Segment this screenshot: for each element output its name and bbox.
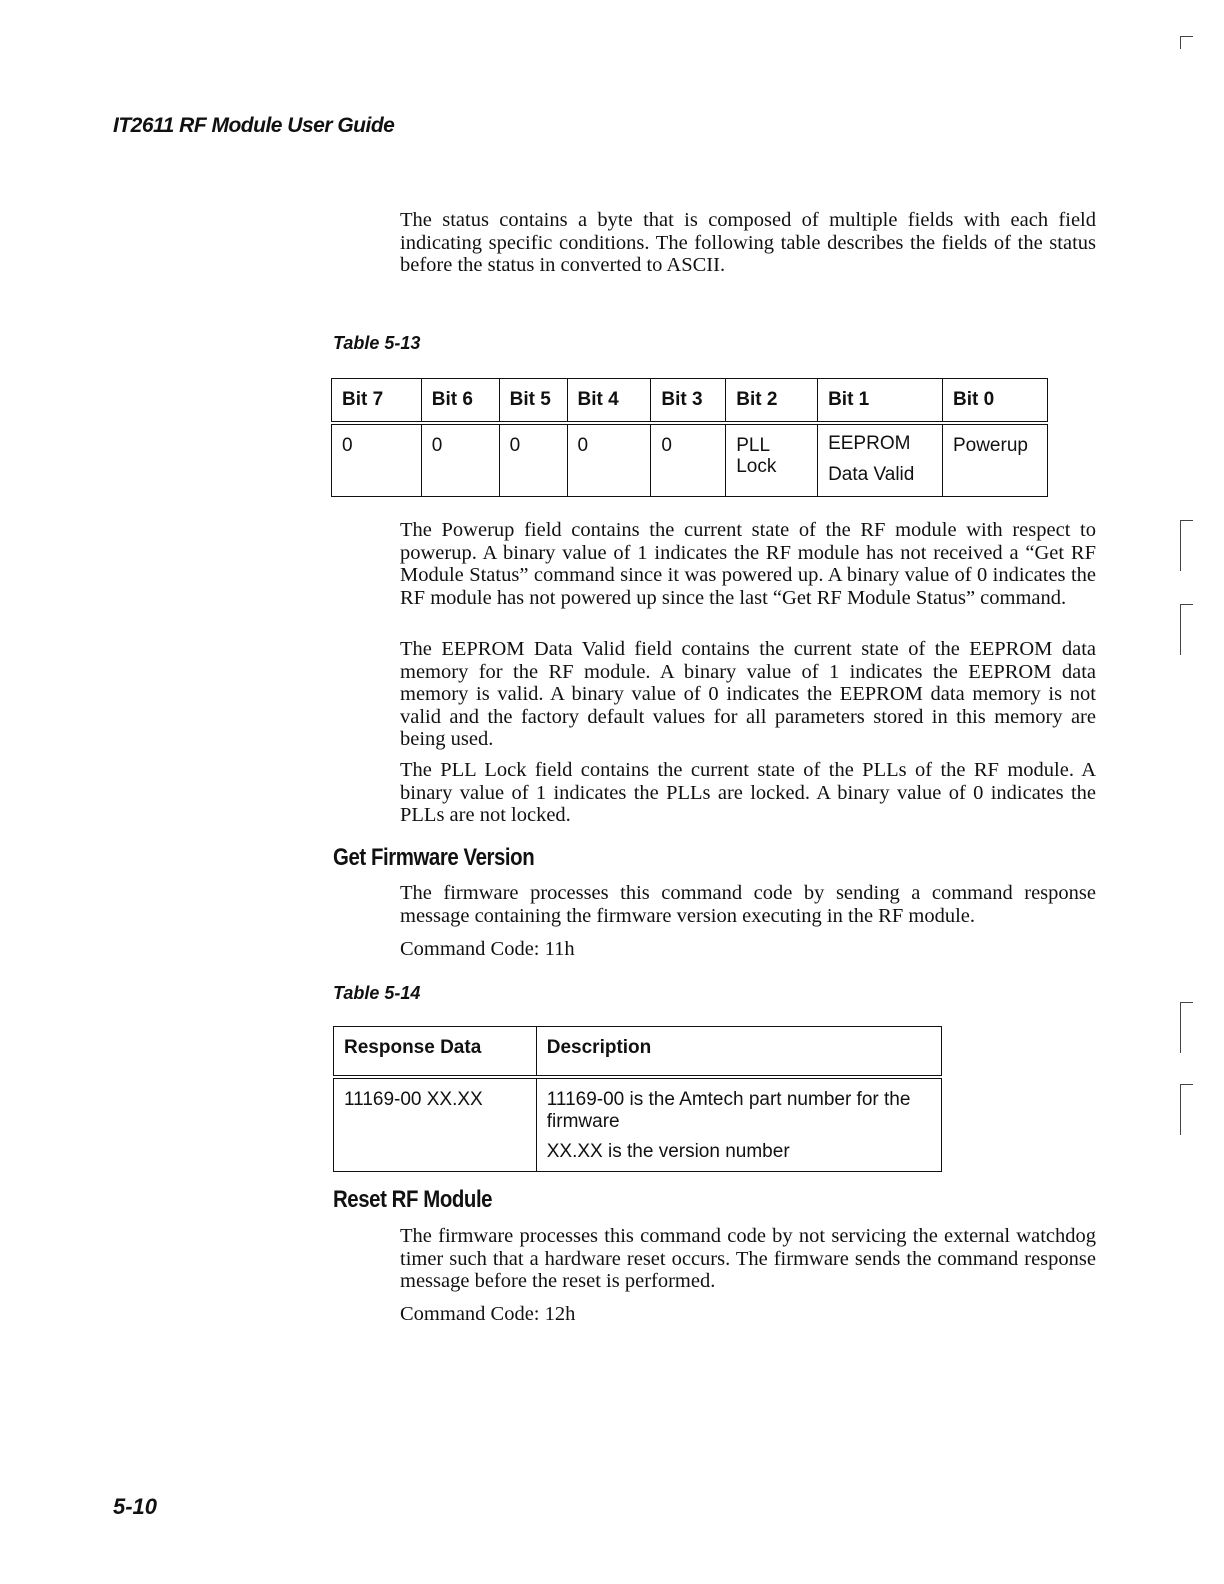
table-5-13-caption: Table 5-13	[333, 333, 421, 353]
description-line: XX.XX is the version number	[546, 1141, 790, 1162]
status-bits-table	[331, 378, 1048, 497]
header-cell: Bit 4	[567, 379, 651, 424]
eeprom-paragraph: The EEPROM Data Valid field contains the current state of the EEPROM data memory for the RF module. A binary value of 1 indicates the EEPROM data memory is valid. A binary value of 0 indicates the EEPROM data memory is not valid and the factory default values for all parameters stored in this memory are being used.	[400, 638, 1096, 750]
table-cell: 0	[499, 423, 567, 497]
firmware-response-table	[333, 1026, 942, 1172]
table-cell: 0	[332, 423, 422, 497]
running-header: IT2611 RF Module User Guide	[113, 114, 395, 137]
table-header-row	[334, 1027, 942, 1078]
header-cell: Bit 5	[499, 379, 567, 424]
header-cell: Description	[536, 1027, 941, 1078]
binding-edge-mark	[1180, 604, 1193, 655]
table-cell: Powerup	[942, 423, 1047, 497]
header-cell: Response Data	[334, 1027, 537, 1078]
table-row	[332, 423, 1048, 497]
intro-paragraph: The status contains a byte that is composed of multiple fields with each field indicating specific conditions. The following table describes the fields of the status before the status in converted to ASCII.	[400, 209, 1096, 276]
header-cell: Bit 3	[651, 379, 726, 424]
reset-command-code: Command Code: 12h	[400, 1303, 576, 1325]
firmware-paragraph: The firmware processes this command code by sending a command response message containing the firmware version executing in the RF module.	[400, 882, 1096, 927]
header-cell: Bit 6	[421, 379, 499, 424]
header-cell: Bit 2	[726, 379, 818, 424]
firmware-command-code: Command Code: 11h	[400, 938, 575, 960]
binding-edge-mark	[1180, 1002, 1193, 1053]
reset-rf-module-heading: Reset RF Module	[333, 1186, 493, 1213]
page-number: 5-10	[113, 1494, 158, 1519]
header-cell: Bit 1	[818, 379, 943, 424]
table-cell: 0	[421, 423, 499, 497]
table-cell: 0	[651, 423, 726, 497]
powerup-paragraph: The Powerup field contains the current state of the RF module with respect to powerup. A binary value of 1 indicates the RF module has not received a “Get RF Module Status” command since it was powered up. A binary value of 0 indicates the RF module has not powered up since the last “Get RF Module Status” command.	[400, 519, 1096, 609]
header-cell: Bit 0	[942, 379, 1047, 424]
table-row	[334, 1077, 942, 1172]
table-cell: 11169-00 XX.XX	[334, 1077, 537, 1172]
table-cell: 0	[567, 423, 651, 497]
header-cell: Bit 7	[332, 379, 422, 424]
table-cell: PLL Lock	[726, 423, 818, 497]
binding-edge-mark	[1180, 520, 1193, 571]
binding-edge-mark	[1180, 1084, 1193, 1135]
description-line: 11169-00 is the Amtech part number for the firmware	[546, 1089, 911, 1132]
pll-paragraph: The PLL Lock field contains the current state of the PLLs of the RF module. A binary value of 1 indicates the PLLs are locked. A binary value of 0 indicates the PLLs are not locked.	[400, 759, 1096, 826]
table-cell	[536, 1077, 941, 1172]
table-cell: EEPROM Data Valid	[818, 423, 943, 497]
reset-paragraph: The firmware processes this command code by not servicing the external watchdog timer such that a hardware reset occurs. The firmware sends the command response message before the reset is performed.	[400, 1225, 1096, 1292]
binding-edge-mark	[1180, 36, 1193, 49]
get-firmware-heading: Get Firmware Version	[333, 844, 535, 871]
table-5-14-caption: Table 5-14	[333, 983, 421, 1003]
table-header-row	[332, 379, 1048, 424]
